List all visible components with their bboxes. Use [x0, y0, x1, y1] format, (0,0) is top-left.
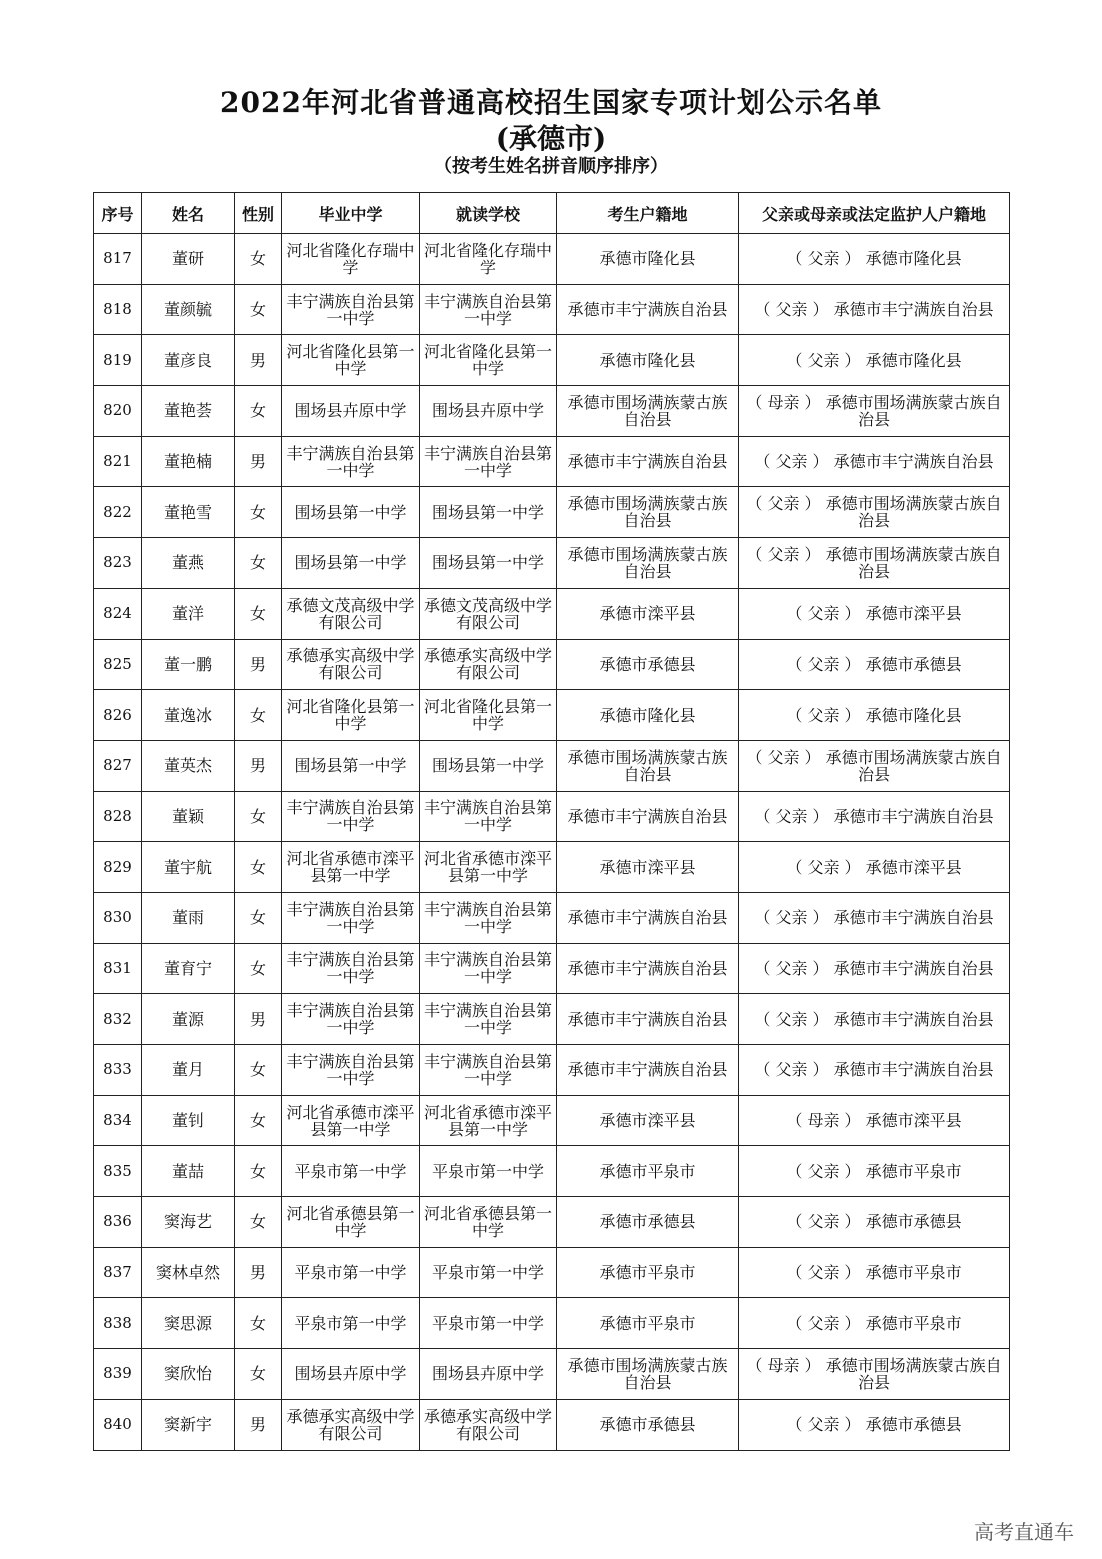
cell-index: 831 — [94, 943, 142, 994]
table-row — [94, 994, 1010, 1045]
cell-guardian-registration: （ 父亲 ） 承德市平泉市 — [739, 1298, 1010, 1349]
cell-index: 820 — [94, 386, 142, 437]
cell-guardian-registration: （ 父亲 ） 承德市隆化县 — [739, 335, 1010, 386]
cell-gender: 女 — [235, 892, 282, 943]
cell-household-registration: 承德市平泉市 — [557, 1146, 739, 1197]
cell-index: 839 — [94, 1349, 142, 1400]
cell-guardian-registration: （ 父亲 ） 承德市丰宁满族自治县 — [739, 943, 1010, 994]
cell-name: 董逸冰 — [142, 690, 235, 741]
table-row — [94, 690, 1010, 741]
header-gender: 性别 — [235, 193, 282, 234]
cell-name: 董雨 — [142, 892, 235, 943]
table-row — [94, 538, 1010, 589]
cell-graduation-school: 河北省隆化存瑞中学 — [282, 234, 420, 285]
cell-name: 窦新宇 — [142, 1399, 235, 1450]
table-row — [94, 791, 1010, 842]
cell-current-school: 平泉市第一中学 — [420, 1247, 557, 1298]
cell-gender: 男 — [235, 639, 282, 690]
cell-current-school: 丰宁满族自治县第一中学 — [420, 994, 557, 1045]
header-guardian-registration: 父亲或母亲或法定监护人户籍地 — [739, 193, 1010, 234]
cell-gender: 男 — [235, 335, 282, 386]
cell-guardian-registration: （ 父亲 ） 承德市丰宁满族自治县 — [739, 791, 1010, 842]
cell-name: 董月 — [142, 1045, 235, 1096]
table-row — [94, 892, 1010, 943]
cell-name: 窦欣怡 — [142, 1349, 235, 1400]
cell-index: 826 — [94, 690, 142, 741]
cell-gender: 女 — [235, 1349, 282, 1400]
table-row — [94, 1349, 1010, 1400]
cell-household-registration: 承德市隆化县 — [557, 335, 739, 386]
cell-household-registration: 承德市丰宁满族自治县 — [557, 994, 739, 1045]
cell-guardian-registration: （ 父亲 ） 承德市隆化县 — [739, 690, 1010, 741]
cell-guardian-registration: （ 母亲 ） 承德市围场满族蒙古族自治县 — [739, 386, 1010, 437]
cell-gender: 女 — [235, 234, 282, 285]
cell-graduation-school: 平泉市第一中学 — [282, 1247, 420, 1298]
document-subtitle: (承德市) — [495, 122, 607, 155]
cell-graduation-school: 围场县第一中学 — [282, 740, 420, 791]
cell-name: 窦思源 — [142, 1298, 235, 1349]
cell-guardian-registration: （ 父亲 ） 承德市围场满族蒙古族自治县 — [739, 740, 1010, 791]
cell-gender: 女 — [235, 791, 282, 842]
cell-current-school: 丰宁满族自治县第一中学 — [420, 943, 557, 994]
table-row — [94, 588, 1010, 639]
cell-guardian-registration: （ 父亲 ） 承德市丰宁满族自治县 — [739, 994, 1010, 1045]
cell-index: 817 — [94, 234, 142, 285]
cell-current-school: 河北省承德市滦平县第一中学 — [420, 1095, 557, 1146]
cell-current-school: 围场县第一中学 — [420, 538, 557, 589]
cell-index: 819 — [94, 335, 142, 386]
cell-current-school: 河北省隆化存瑞中学 — [420, 234, 557, 285]
table-row — [94, 1146, 1010, 1197]
cell-current-school: 平泉市第一中学 — [420, 1298, 557, 1349]
header-name: 姓名 — [142, 193, 235, 234]
cell-graduation-school: 围场县卉原中学 — [282, 386, 420, 437]
cell-guardian-registration: （ 父亲 ） 承德市平泉市 — [739, 1247, 1010, 1298]
table-body — [94, 234, 1010, 1451]
roster-table — [93, 192, 1010, 1451]
cell-gender: 男 — [235, 1399, 282, 1450]
cell-graduation-school: 围场县卉原中学 — [282, 1349, 420, 1400]
cell-name: 董颖 — [142, 791, 235, 842]
cell-gender: 男 — [235, 740, 282, 791]
table-row — [94, 487, 1010, 538]
cell-household-registration: 承德市滦平县 — [557, 588, 739, 639]
cell-index: 833 — [94, 1045, 142, 1096]
cell-gender: 女 — [235, 386, 282, 437]
cell-graduation-school: 河北省隆化县第一中学 — [282, 690, 420, 741]
cell-gender: 男 — [235, 994, 282, 1045]
cell-index: 825 — [94, 639, 142, 690]
cell-guardian-registration: （ 母亲 ） 承德市滦平县 — [739, 1095, 1010, 1146]
cell-index: 836 — [94, 1197, 142, 1248]
cell-current-school: 丰宁满族自治县第一中学 — [420, 284, 557, 335]
cell-index: 822 — [94, 487, 142, 538]
cell-household-registration: 承德市承德县 — [557, 1197, 739, 1248]
cell-graduation-school: 河北省承德市滦平县第一中学 — [282, 842, 420, 893]
cell-name: 董宇航 — [142, 842, 235, 893]
cell-index: 828 — [94, 791, 142, 842]
cell-gender: 女 — [235, 1197, 282, 1248]
cell-gender: 女 — [235, 1298, 282, 1349]
cell-name: 董喆 — [142, 1146, 235, 1197]
cell-index: 840 — [94, 1399, 142, 1450]
cell-graduation-school: 承德承实高级中学有限公司 — [282, 1399, 420, 1450]
cell-graduation-school: 河北省承德县第一中学 — [282, 1197, 420, 1248]
table-row — [94, 1298, 1010, 1349]
cell-guardian-registration: （ 父亲 ） 承德市滦平县 — [739, 588, 1010, 639]
cell-current-school: 河北省隆化县第一中学 — [420, 335, 557, 386]
table-row — [94, 1197, 1010, 1248]
cell-household-registration: 承德市隆化县 — [557, 234, 739, 285]
cell-household-registration: 承德市平泉市 — [557, 1298, 739, 1349]
cell-gender: 女 — [235, 842, 282, 893]
cell-current-school: 围场县第一中学 — [420, 740, 557, 791]
cell-name: 董艳雪 — [142, 487, 235, 538]
table-row — [94, 284, 1010, 335]
cell-household-registration: 承德市围场满族蒙古族自治县 — [557, 538, 739, 589]
cell-household-registration: 承德市滦平县 — [557, 842, 739, 893]
cell-name: 董洋 — [142, 588, 235, 639]
cell-household-registration: 承德市丰宁满族自治县 — [557, 1045, 739, 1096]
cell-gender: 男 — [235, 436, 282, 487]
table-row — [94, 639, 1010, 690]
cell-index: 835 — [94, 1146, 142, 1197]
cell-household-registration: 承德市滦平县 — [557, 1095, 739, 1146]
cell-gender: 女 — [235, 538, 282, 589]
document-title: 2022年河北省普通高校招生国家专项计划公示名单 — [220, 86, 882, 119]
cell-name: 董一鹏 — [142, 639, 235, 690]
table-row — [94, 1095, 1010, 1146]
cell-current-school: 丰宁满族自治县第一中学 — [420, 436, 557, 487]
cell-name: 董研 — [142, 234, 235, 285]
cell-gender: 女 — [235, 588, 282, 639]
cell-current-school: 平泉市第一中学 — [420, 1146, 557, 1197]
table-row — [94, 1045, 1010, 1096]
cell-index: 829 — [94, 842, 142, 893]
header-index: 序号 — [94, 193, 142, 234]
cell-graduation-school: 丰宁满族自治县第一中学 — [282, 892, 420, 943]
cell-gender: 女 — [235, 943, 282, 994]
cell-household-registration: 承德市围场满族蒙古族自治县 — [557, 487, 739, 538]
header-current-school: 就读学校 — [420, 193, 557, 234]
cell-current-school: 围场县卉原中学 — [420, 1349, 557, 1400]
cell-current-school: 丰宁满族自治县第一中学 — [420, 1045, 557, 1096]
cell-name: 董英杰 — [142, 740, 235, 791]
cell-name: 董颜毓 — [142, 284, 235, 335]
cell-name: 董艳荟 — [142, 386, 235, 437]
sort-note: （按考生姓名拼音顺序排序） — [434, 156, 668, 177]
cell-guardian-registration: （ 父亲 ） 承德市承德县 — [739, 1399, 1010, 1450]
cell-graduation-school: 河北省承德市滦平县第一中学 — [282, 1095, 420, 1146]
cell-gender: 女 — [235, 690, 282, 741]
table-row — [94, 234, 1010, 285]
cell-household-registration: 承德市承德县 — [557, 639, 739, 690]
table-row — [94, 1247, 1010, 1298]
table-row — [94, 1399, 1010, 1450]
cell-index: 830 — [94, 892, 142, 943]
cell-name: 窦林卓然 — [142, 1247, 235, 1298]
header-household-registration: 考生户籍地 — [557, 193, 739, 234]
cell-household-registration: 承德市丰宁满族自治县 — [557, 436, 739, 487]
cell-name: 董源 — [142, 994, 235, 1045]
cell-graduation-school: 围场县第一中学 — [282, 487, 420, 538]
table-row — [94, 436, 1010, 487]
cell-index: 832 — [94, 994, 142, 1045]
cell-guardian-registration: （ 父亲 ） 承德市丰宁满族自治县 — [739, 1045, 1010, 1096]
cell-household-registration: 承德市围场满族蒙古族自治县 — [557, 740, 739, 791]
cell-graduation-school: 承德文茂高级中学有限公司 — [282, 588, 420, 639]
table-row — [94, 386, 1010, 437]
cell-guardian-registration: （ 父亲 ） 承德市承德县 — [739, 1197, 1010, 1248]
cell-current-school: 围场县卉原中学 — [420, 386, 557, 437]
cell-household-registration: 承德市丰宁满族自治县 — [557, 791, 739, 842]
cell-current-school: 丰宁满族自治县第一中学 — [420, 791, 557, 842]
cell-household-registration: 承德市围场满族蒙古族自治县 — [557, 386, 739, 437]
cell-guardian-registration: （ 父亲 ） 承德市滦平县 — [739, 842, 1010, 893]
cell-gender: 女 — [235, 1045, 282, 1096]
table-header-row — [94, 193, 1010, 234]
table-row — [94, 943, 1010, 994]
cell-index: 824 — [94, 588, 142, 639]
cell-guardian-registration: （ 父亲 ） 承德市围场满族蒙古族自治县 — [739, 538, 1010, 589]
cell-index: 834 — [94, 1095, 142, 1146]
cell-graduation-school: 承德承实高级中学有限公司 — [282, 639, 420, 690]
cell-name: 董燕 — [142, 538, 235, 589]
cell-household-registration: 承德市丰宁满族自治县 — [557, 284, 739, 335]
table-row — [94, 335, 1010, 386]
cell-name: 窦海艺 — [142, 1197, 235, 1248]
cell-index: 837 — [94, 1247, 142, 1298]
cell-guardian-registration: （ 父亲 ） 承德市丰宁满族自治县 — [739, 436, 1010, 487]
cell-graduation-school: 丰宁满族自治县第一中学 — [282, 436, 420, 487]
cell-index: 818 — [94, 284, 142, 335]
cell-graduation-school: 丰宁满族自治县第一中学 — [282, 791, 420, 842]
cell-index: 838 — [94, 1298, 142, 1349]
cell-guardian-registration: （ 父亲 ） 承德市平泉市 — [739, 1146, 1010, 1197]
cell-graduation-school: 平泉市第一中学 — [282, 1146, 420, 1197]
cell-gender: 女 — [235, 487, 282, 538]
cell-household-registration: 承德市隆化县 — [557, 690, 739, 741]
cell-current-school: 承德承实高级中学有限公司 — [420, 639, 557, 690]
cell-gender: 女 — [235, 1146, 282, 1197]
cell-current-school: 丰宁满族自治县第一中学 — [420, 892, 557, 943]
cell-current-school: 河北省承德市滦平县第一中学 — [420, 842, 557, 893]
cell-current-school: 承德文茂高级中学有限公司 — [420, 588, 557, 639]
cell-guardian-registration: （ 母亲 ） 承德市围场满族蒙古族自治县 — [739, 1349, 1010, 1400]
cell-guardian-registration: （ 父亲 ） 承德市丰宁满族自治县 — [739, 284, 1010, 335]
cell-household-registration: 承德市丰宁满族自治县 — [557, 943, 739, 994]
cell-graduation-school: 河北省隆化县第一中学 — [282, 335, 420, 386]
cell-current-school: 承德承实高级中学有限公司 — [420, 1399, 557, 1450]
cell-graduation-school: 平泉市第一中学 — [282, 1298, 420, 1349]
cell-name: 董彦良 — [142, 335, 235, 386]
cell-name: 董艳楠 — [142, 436, 235, 487]
cell-graduation-school: 丰宁满族自治县第一中学 — [282, 994, 420, 1045]
cell-guardian-registration: （ 父亲 ） 承德市围场满族蒙古族自治县 — [739, 487, 1010, 538]
cell-current-school: 河北省承德县第一中学 — [420, 1197, 557, 1248]
cell-index: 823 — [94, 538, 142, 589]
cell-gender: 女 — [235, 284, 282, 335]
cell-household-registration: 承德市承德县 — [557, 1399, 739, 1450]
cell-guardian-registration: （ 父亲 ） 承德市隆化县 — [739, 234, 1010, 285]
table-row — [94, 740, 1010, 791]
cell-current-school: 河北省隆化县第一中学 — [420, 690, 557, 741]
cell-graduation-school: 围场县第一中学 — [282, 538, 420, 589]
cell-household-registration: 承德市丰宁满族自治县 — [557, 892, 739, 943]
cell-guardian-registration: （ 父亲 ） 承德市承德县 — [739, 639, 1010, 690]
cell-index: 827 — [94, 740, 142, 791]
cell-graduation-school: 丰宁满族自治县第一中学 — [282, 943, 420, 994]
cell-name: 董育宁 — [142, 943, 235, 994]
cell-household-registration: 承德市平泉市 — [557, 1247, 739, 1298]
cell-index: 821 — [94, 436, 142, 487]
cell-gender: 男 — [235, 1247, 282, 1298]
cell-graduation-school: 丰宁满族自治县第一中学 — [282, 284, 420, 335]
header-graduation-school: 毕业中学 — [282, 193, 420, 234]
cell-graduation-school: 丰宁满族自治县第一中学 — [282, 1045, 420, 1096]
cell-gender: 女 — [235, 1095, 282, 1146]
watermark: 高考直通车 — [974, 1520, 1074, 1544]
cell-current-school: 围场县第一中学 — [420, 487, 557, 538]
table-row — [94, 842, 1010, 893]
cell-household-registration: 承德市围场满族蒙古族自治县 — [557, 1349, 739, 1400]
cell-name: 董钊 — [142, 1095, 235, 1146]
cell-guardian-registration: （ 父亲 ） 承德市丰宁满族自治县 — [739, 892, 1010, 943]
